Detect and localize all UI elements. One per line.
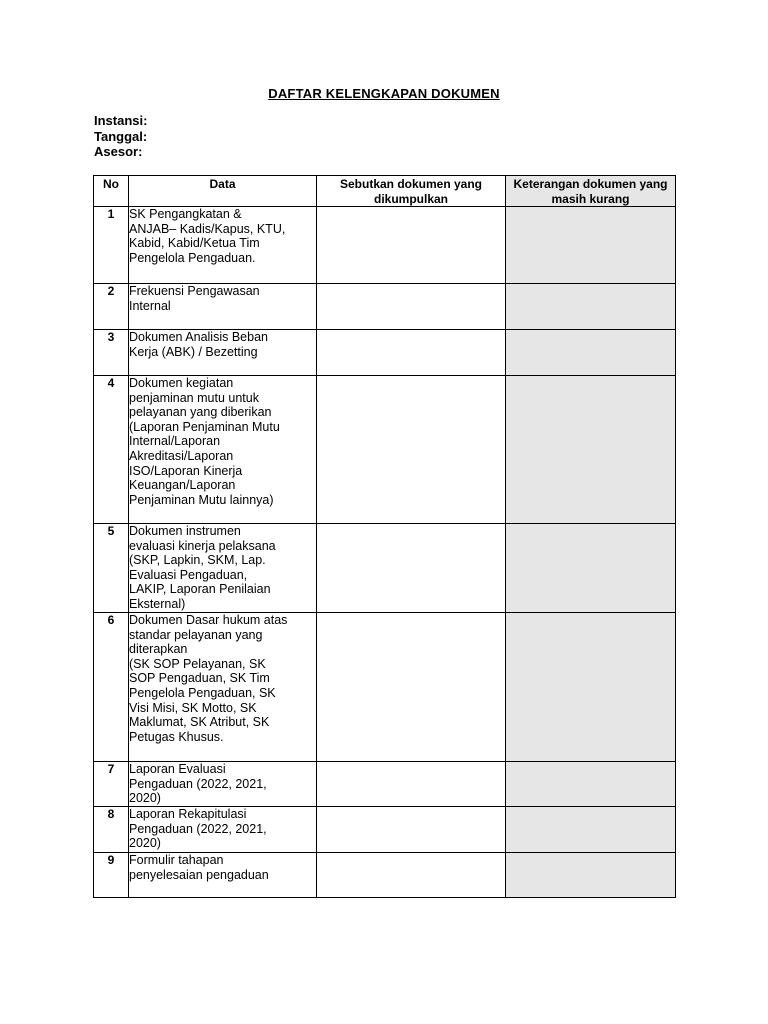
row-number: 1 xyxy=(94,207,129,284)
table-row xyxy=(94,524,676,613)
table-row xyxy=(94,330,676,376)
row-number: 5 xyxy=(94,524,129,613)
row-sebutkan-cell[interactable] xyxy=(317,207,506,284)
row-data: Formulir tahapan penyelesaian pengaduan xyxy=(129,853,317,898)
row-data: Dokumen instrumen evaluasi kinerja pelaksana (SKP, Lapkin, SKM, Lap. Evaluasi Pengaduan, LAKIP, Laporan Penilaian Eksternal) xyxy=(129,524,317,613)
row-data: Laporan Evaluasi Pengaduan (2022, 2021, 2020) xyxy=(129,762,317,807)
row-number: 8 xyxy=(94,807,129,853)
table-row xyxy=(94,613,676,762)
row-number: 7 xyxy=(94,762,129,807)
row-number: 6 xyxy=(94,613,129,762)
table-row xyxy=(94,762,676,807)
row-keterangan-cell[interactable] xyxy=(506,807,676,853)
row-data: Dokumen Analisis Beban Kerja (ABK) / Bezetting xyxy=(129,330,317,376)
table-header-row xyxy=(94,176,676,207)
row-keterangan-cell[interactable] xyxy=(506,207,676,284)
row-sebutkan-cell[interactable] xyxy=(317,762,506,807)
instansi-label: Instansi: xyxy=(94,113,148,128)
row-sebutkan-cell[interactable] xyxy=(317,284,506,330)
row-keterangan-cell[interactable] xyxy=(506,613,676,762)
header-keterangan: Keterangan dokumen yang masih kurang xyxy=(506,176,676,207)
row-keterangan-cell[interactable] xyxy=(506,762,676,807)
row-number: 3 xyxy=(94,330,129,376)
row-data: SK Pengangkatan & ANJAB– Kadis/Kapus, KTU, Kabid, Kabid/Ketua Tim Pengelola Pengaduan. xyxy=(129,207,317,284)
table-row xyxy=(94,807,676,853)
row-keterangan-cell[interactable] xyxy=(506,376,676,524)
row-keterangan-cell[interactable] xyxy=(506,853,676,898)
table-row xyxy=(94,284,676,330)
row-keterangan-cell[interactable] xyxy=(506,330,676,376)
document-title: DAFTAR KELENGKAPAN DOKUMEN xyxy=(268,86,500,101)
header-data: Data xyxy=(129,176,317,207)
row-sebutkan-cell[interactable] xyxy=(317,524,506,613)
document-meta xyxy=(94,113,147,160)
tanggal-label: Tanggal: xyxy=(94,128,148,144)
document-checklist-table xyxy=(93,175,676,898)
row-data: Laporan Rekapitulasi Pengaduan (2022, 2021, 2020) xyxy=(129,807,317,853)
table-row xyxy=(94,376,676,524)
row-keterangan-cell[interactable] xyxy=(506,284,676,330)
table-row xyxy=(94,207,676,284)
asesor-label: Asesor: xyxy=(94,144,143,159)
row-data: Frekuensi Pengawasan Internal xyxy=(129,284,317,330)
row-sebutkan-cell[interactable] xyxy=(317,807,506,853)
row-number: 9 xyxy=(94,853,129,898)
row-data: Dokumen Dasar hukum atas standar pelayanan yang diterapkan (SK SOP Pelayanan, SK SOP Pengaduan, SK Tim Pengelola Pengaduan, SK Visi Misi, SK Motto, SK Maklumat, SK Atribut, SK Petugas Khusus. xyxy=(129,613,317,762)
row-sebutkan-cell[interactable] xyxy=(317,330,506,376)
header-no: No xyxy=(94,176,129,207)
header-sebutkan: Sebutkan dokumen yang dikumpulkan xyxy=(317,176,506,207)
row-sebutkan-cell[interactable] xyxy=(317,613,506,762)
row-data: Dokumen kegiatan penjaminan mutu untuk pelayanan yang diberikan (Laporan Penjaminan Mutu Internal/Laporan Akreditasi/Laporan ISO/Laporan Kinerja Keuangan/Laporan Penjaminan Mutu lainnya) xyxy=(129,376,317,524)
row-sebutkan-cell[interactable] xyxy=(317,376,506,524)
row-number: 4 xyxy=(94,376,129,524)
row-sebutkan-cell[interactable] xyxy=(317,853,506,898)
row-number: 2 xyxy=(94,284,129,330)
table-row xyxy=(94,853,676,898)
row-keterangan-cell[interactable] xyxy=(506,524,676,613)
